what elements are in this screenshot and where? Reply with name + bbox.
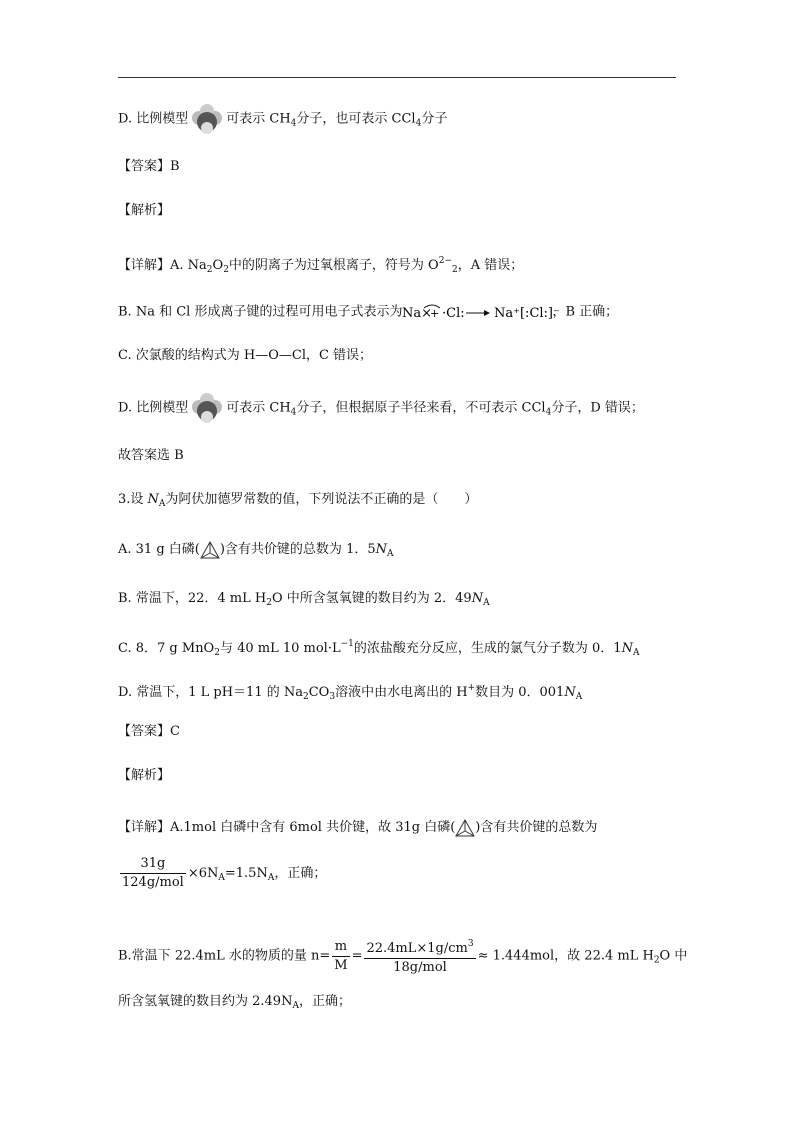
methane-model-icon <box>190 104 224 134</box>
svg-text:·Cl:: ·Cl: <box>442 306 466 321</box>
q2-analysis-heading: 【解析】 <box>118 203 171 218</box>
electron-formula-image <box>402 302 561 322</box>
q3-stem: 3.设 $N_A$为阿伏加德罗常数的值，下列说法不正确的是（ ） <box>118 492 478 509</box>
q2-detail-a: 【详解】A. $Na_2O_2$中的阴离子为过氧根离子，符号为 $O^{2-}_2$，A 错误； <box>118 256 524 275</box>
q3-detail-b: B.常温下 22.4mL 水的物质的量 n= $\frac{m}{M}$ = $\frac{22.4mL\times 1g/cm^3}{\text{18g/mol}}$ ≈ 1.444mol，故 22.4 mL $H_2O$ 中 <box>118 935 687 977</box>
q3-option-c: C. 8．7 g MnO$_2$与 40 mL 10 $mol\cdot L^{-1}$的浓盐酸充分反应，生成的氯气分子数为 0．$1N_A$ <box>118 639 640 658</box>
q3-detail-a: 【详解】A.1mol 白磷中含有 6mol 共价键，故 31g 白磷( )含有共价键的总数为 <box>118 820 598 835</box>
svg-text:Na⁺[:Cl:]⁻: Na⁺[:Cl:]⁻ <box>494 306 561 321</box>
q3-fraction-a: $\frac{31g}{\text{124g/mol}}$ $\times 6N_A=1.5N_A$，正确； <box>122 856 327 890</box>
q3-detail-b-continued: 所含氢氧键的数目约为 $2.49N_A$，正确； <box>118 994 351 1011</box>
white-phosphorus-icon <box>200 541 220 559</box>
q3-answer: 【答案】C <box>118 724 180 739</box>
q2-detail-b: B. Na 和 Cl 形成离子键的过程可用电子式表示为 Na× + ·Cl: Na⁺[:Cl:]⁻ ，B 正确； <box>118 302 618 323</box>
q2-conclusion: 故答案选 B <box>118 448 184 463</box>
q3-option-b: B. 常温下，22．4 mL $H_2O$ 中所含氢氧键的数目约为 2．$49N_A$ <box>118 591 490 608</box>
svg-text:Na×: Na× <box>402 306 433 321</box>
q2-detail-d: D. 比例模型 可表示 $CH_4$分子，但根据原子半径来看，不可表示 CCl$_4$分子，D 错误； <box>118 393 644 423</box>
q3-option-d: D. 常温下，1 L pH＝11 的 $Na_2CO_3$溶液中由水电离出的 H+数目为 0．$001N_A$ <box>118 683 583 702</box>
fraction: $\frac{m}{M}$ <box>334 938 348 973</box>
white-phosphorus-icon <box>455 819 475 837</box>
q2-detail-c: C. 次氯酸的结构式为 H—O—Cl，C 错误； <box>118 348 373 363</box>
q3-option-a: A. 31 g 白磷( )含有共价键的总数为 1．$5N_A$ <box>118 542 394 559</box>
header-rule <box>118 77 676 78</box>
fraction: $\frac{22.4mL\times 1g/cm^3}{\text{18g/mol}}$ <box>364 935 475 977</box>
q2-option-d: D. 比例模型 可表示 $CH_4$分子，也可表示 CCl$_4$分子 <box>118 104 447 134</box>
q3-analysis-heading: 【解析】 <box>118 768 171 783</box>
methane-model-icon <box>190 393 224 423</box>
svg-text:+: + <box>430 307 440 320</box>
fraction: $\frac{31g}{\text{124g/mol}}$ <box>122 856 184 890</box>
q2-answer: 【答案】B <box>118 159 180 174</box>
